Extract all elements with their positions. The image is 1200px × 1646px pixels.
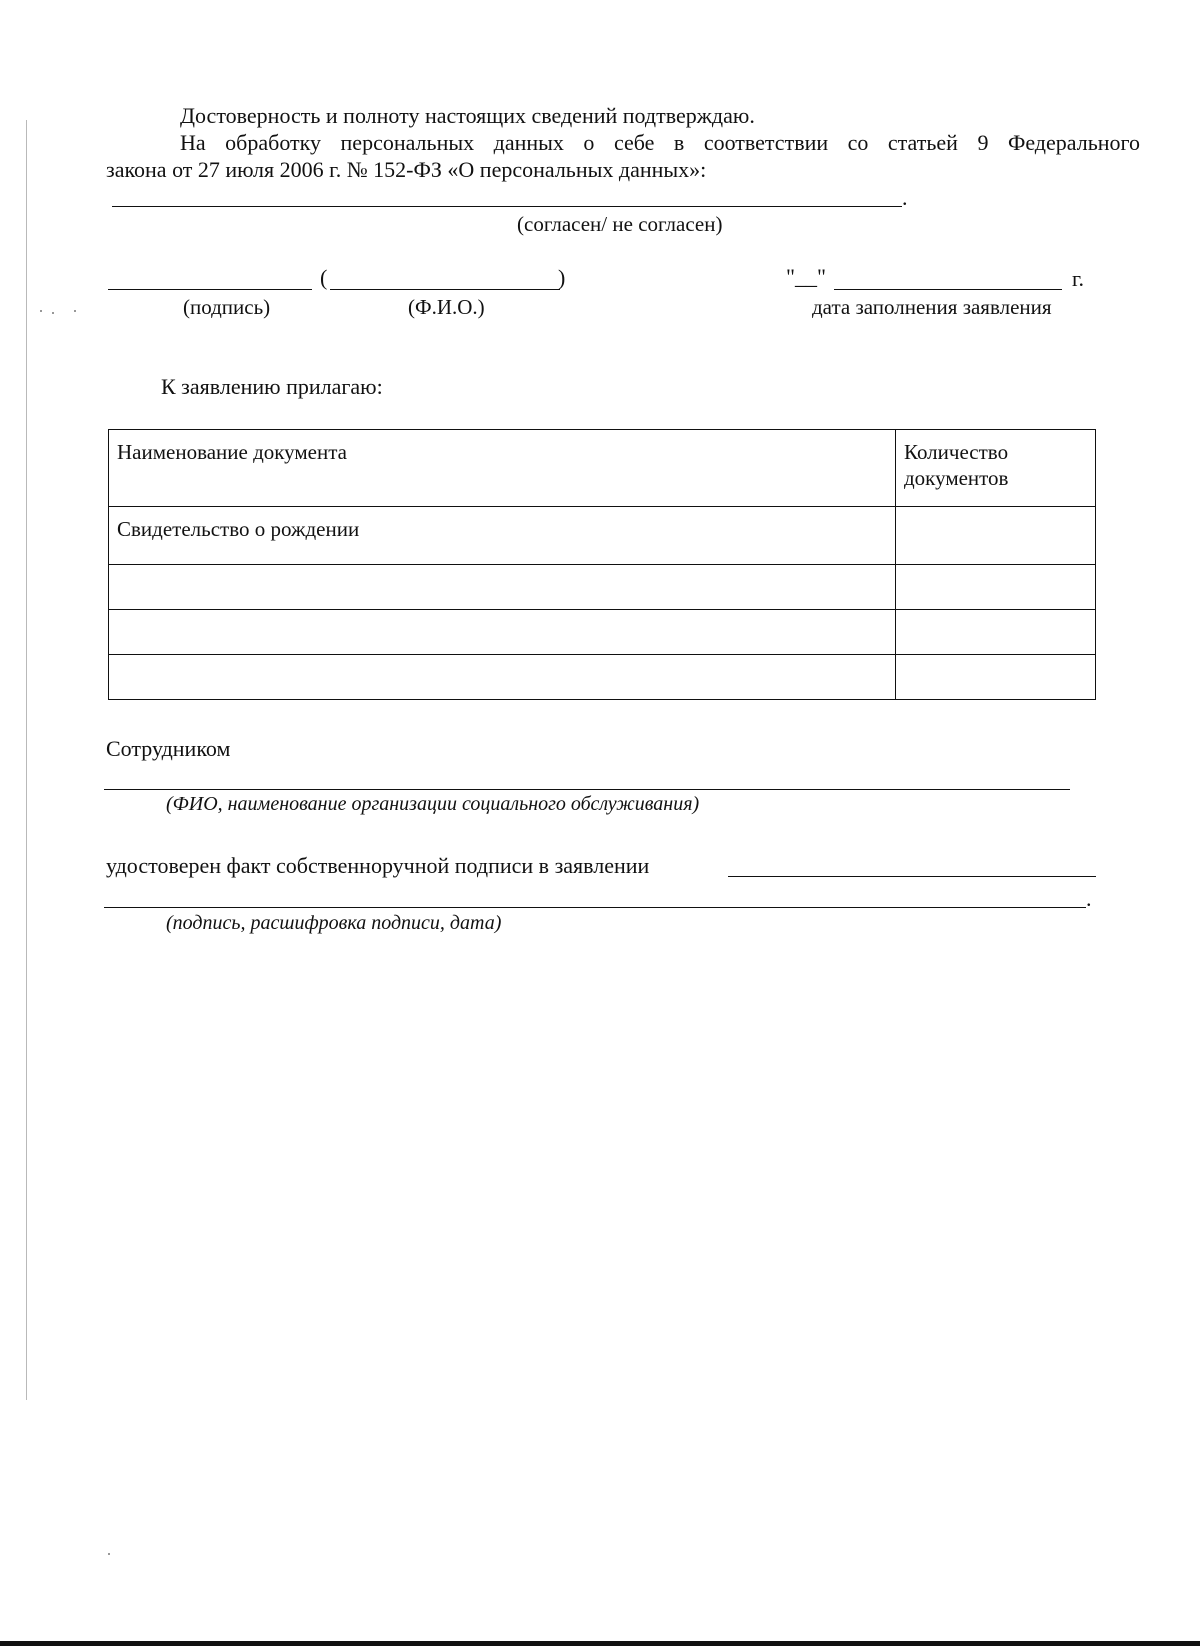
scan-dot <box>74 310 76 312</box>
fio-caption: (Ф.И.О.) <box>408 295 485 319</box>
date-day-quotes: "__" <box>786 264 826 289</box>
date-caption: дата заполнения заявления <box>812 295 1052 319</box>
header-document-name: Наименование документа <box>109 430 896 507</box>
document-count-cell[interactable] <box>896 655 1096 700</box>
table-row <box>109 507 1096 565</box>
employee-caption: (ФИО, наименование организации социального обслуживания) <box>166 793 700 815</box>
table-header-row <box>109 430 1096 507</box>
consent-statement-line: На обработку персональных данных о себе в соответствии со статьей 9 Федерального <box>180 130 1140 155</box>
certified-signature-line[interactable] <box>728 876 1096 877</box>
certified-statement: удостоверен факт собственноручной подписи в заявлении <box>106 853 650 878</box>
scan-edge-line <box>26 120 27 1400</box>
table-row <box>109 655 1096 700</box>
employee-label: Сотрудником <box>106 736 231 761</box>
date-line[interactable] <box>834 289 1062 290</box>
document-count-cell[interactable] <box>896 565 1096 610</box>
employee-fio-line[interactable] <box>104 789 1070 790</box>
fio-paren-close: ) <box>558 265 566 290</box>
certified-caption: (подпись, расшифровка подписи, дата) <box>166 912 502 934</box>
document-name-cell[interactable] <box>109 610 896 655</box>
header-document-count: Количество документов <box>896 430 1096 507</box>
document-count-cell[interactable] <box>896 507 1096 565</box>
signature-caption: (подпись) <box>183 295 271 319</box>
certified-signature-line-2[interactable] <box>104 907 1086 908</box>
table-row <box>109 610 1096 655</box>
consent-line-period: . <box>902 185 908 210</box>
document-name-cell[interactable] <box>109 565 896 610</box>
scan-dot <box>40 310 42 312</box>
year-suffix: г. <box>1072 266 1085 291</box>
fio-paren-open: ( <box>320 265 328 290</box>
confirmation-statement: Достоверность и полноту настоящих сведений подтверждаю. <box>180 103 755 128</box>
table-row <box>109 565 1096 610</box>
document-name-cell[interactable]: Свидетельство о рождении <box>109 507 896 565</box>
scan-bottom-edge <box>0 1641 1200 1646</box>
document-name-cell[interactable] <box>109 655 896 700</box>
certified-line-period: . <box>1086 886 1092 911</box>
document-count-cell[interactable] <box>896 610 1096 655</box>
consent-answer-line[interactable] <box>112 206 902 207</box>
scan-dot <box>52 312 54 314</box>
signature-line[interactable] <box>108 289 312 290</box>
scan-dot <box>108 1553 110 1555</box>
fio-line[interactable] <box>330 289 560 290</box>
attachments-intro: К заявлению прилагаю: <box>161 374 383 399</box>
consent-statement-line: закона от 27 июля 2006 г. № 152-ФЗ «О персональных данных»: <box>106 157 707 182</box>
attachments-table <box>108 429 1096 700</box>
consent-caption: (согласен/ не согласен) <box>517 212 723 236</box>
